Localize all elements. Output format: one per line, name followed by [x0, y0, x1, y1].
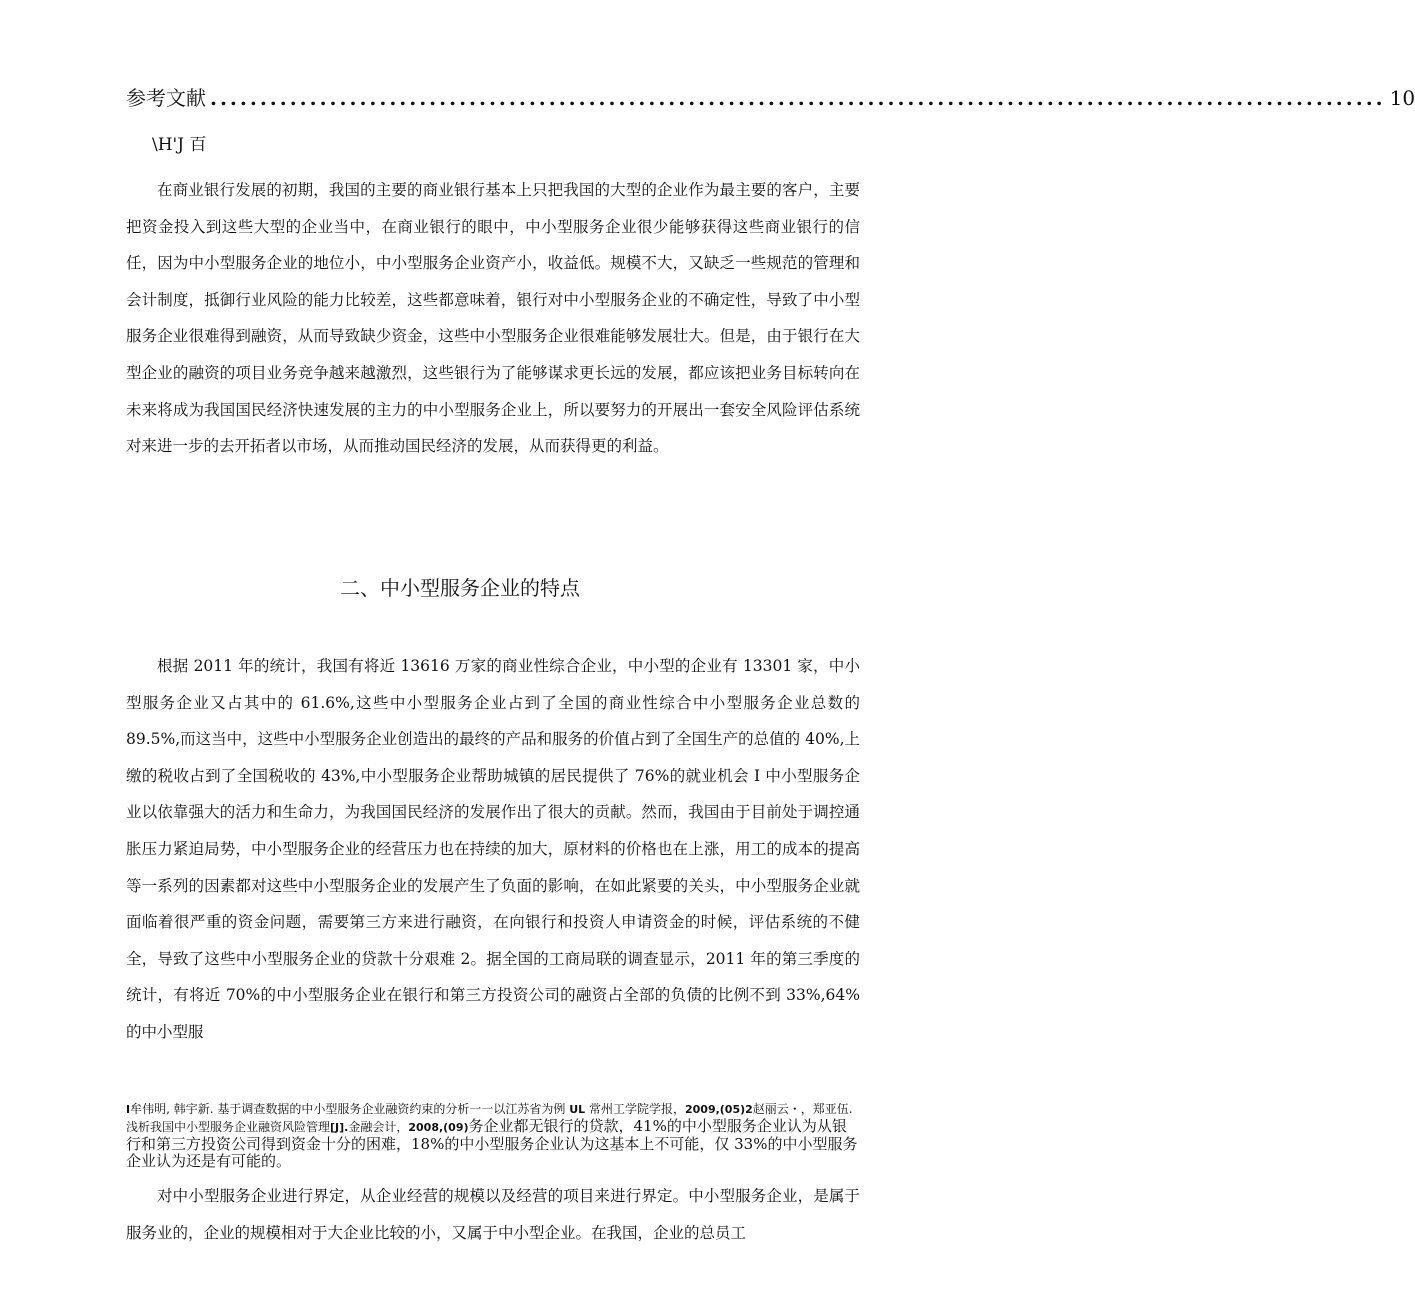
footnote-continuation: 务企业都无银行的贷款，41%的中小型服务企业认为从银行和第三方投资公司得到资金十分的困难，18%的中小型服务企业认为这基本上不可能，仅 33%的中小型服务企业认为还是有可能的。	[126, 1117, 858, 1170]
intro-paragraph: 在商业银行发展的初期，我国的主要的商业银行基本上只把我国的大型的企业作为最主要的客户，主要把资金投入到这些大型的企业当中，在商业银行的眼中，中小型服务企业很少能够获得这些商业银行的信任，因为中小型服务企业的地位小，中小型服务企业资产小，收益低。规模不大，又缺乏一些规范的管理和会计制度，抵御行业风险的能力比较差，这些都意味着，银行对中小型服务企业的不确定性，导致了中小型服务企业很难得到融资，从而导致缺少资金，这些中小型服务企业很难能够发展壮大。但是，由于银行在大型企业的融资的项目业务竞争越来越激烈，这些银行为了能够谋求更长远的发展，都应该把业务目标转向在未来将成为我国国民经济快速发展的主力的中小型服务企业上，所以要努力的开展出一套安全风险评估系统对来进一步的去开拓者以市场，从而推动国民经济的发展，从而获得更的利益。	[126, 181, 860, 456]
footnote	[126, 1101, 860, 1170]
footnote-ref1-text: 牟伟明, 韩宇新. 基于调查数据的中小型服务企业融资约束的分析一一以江苏省为例	[130, 1102, 566, 1116]
definition-paragraph: 对中小型服务企业进行界定，从企业经营的规模以及经营的项目来进行界定。中小型服务企业，是属于服务业的，企业的规模相对于大企业比较的小，又属于中小型企业。在我国，企业的总员工	[126, 1187, 860, 1242]
footnote-ref2-tag: [J].	[330, 1121, 349, 1134]
stats-paragraph: 根据 2011 年的统计，我国有将近 13616 万家的商业性综合企业，中小型的企业有 13301 家，中小型服务企业又占其中的 61.6%,这些中小型服务企业占到了全国的商业性综合中小型服务企业总数的 89.5%,而这当中，这些中小型服务企业创造出的最终的产品和服务的价值占到了全国生产的总值的 40%,上缴的税收占到了全国税收的 43%,中小型服务企业帮助城镇的居民提供了 76%的就业机会 I 中小型服务企业以依靠强大的活力和生命力，为我国国民经济的发展作出了很大的贡献。然而，我国由于目前处于调控通胀压力紧迫局势，中小型服务企业的经营压力也在持续的加大，原材料的价格也在上涨，用工的成本的提高等一系列的因素都对这些中小型服务企业的发展产生了负面的影响，在如此紧要的关头，中小型服务企业就面临着很严重的资金问题，需要第三方来进行融资，在向银行和投资人申请资金的时候，评估系统的不健全，导致了这些中小型服务企业的贷款十分艰难 2。据全国的工商局联的调查显示，2011 年的第三季度的统计，有将近 70%的中小型服务企业在银行和第三方投资公司的融资占全部的负债的比例不到 33%,64%的中小型服	[126, 657, 860, 1041]
footnote-ref2-journal: 金融会计，	[348, 1120, 409, 1134]
toc-leader-dots: ......................................................................................................................	[210, 86, 1386, 110]
toc-entry	[126, 82, 1415, 112]
footnote-ref2-year: 2008,(09)	[408, 1121, 469, 1134]
footnote-ref2-text: 赵丽云・，郑亚伍. 浅析我国中小型服务企业融资风险管理	[126, 1102, 853, 1134]
garbled-text: \H'J 百	[152, 135, 207, 155]
toc-page-number: 10	[1389, 86, 1415, 110]
footnote-ref1-tag: UL	[569, 1103, 586, 1116]
footnote-ref1-journal: 常州工学院学报，	[588, 1102, 685, 1116]
toc-title: 参考文献	[126, 86, 206, 110]
footnote-marker: I	[126, 1103, 131, 1116]
footnote-ref1-year: 2009,(05)2	[684, 1103, 753, 1116]
section-heading: 二、中小型服务企业的特点	[340, 576, 580, 600]
